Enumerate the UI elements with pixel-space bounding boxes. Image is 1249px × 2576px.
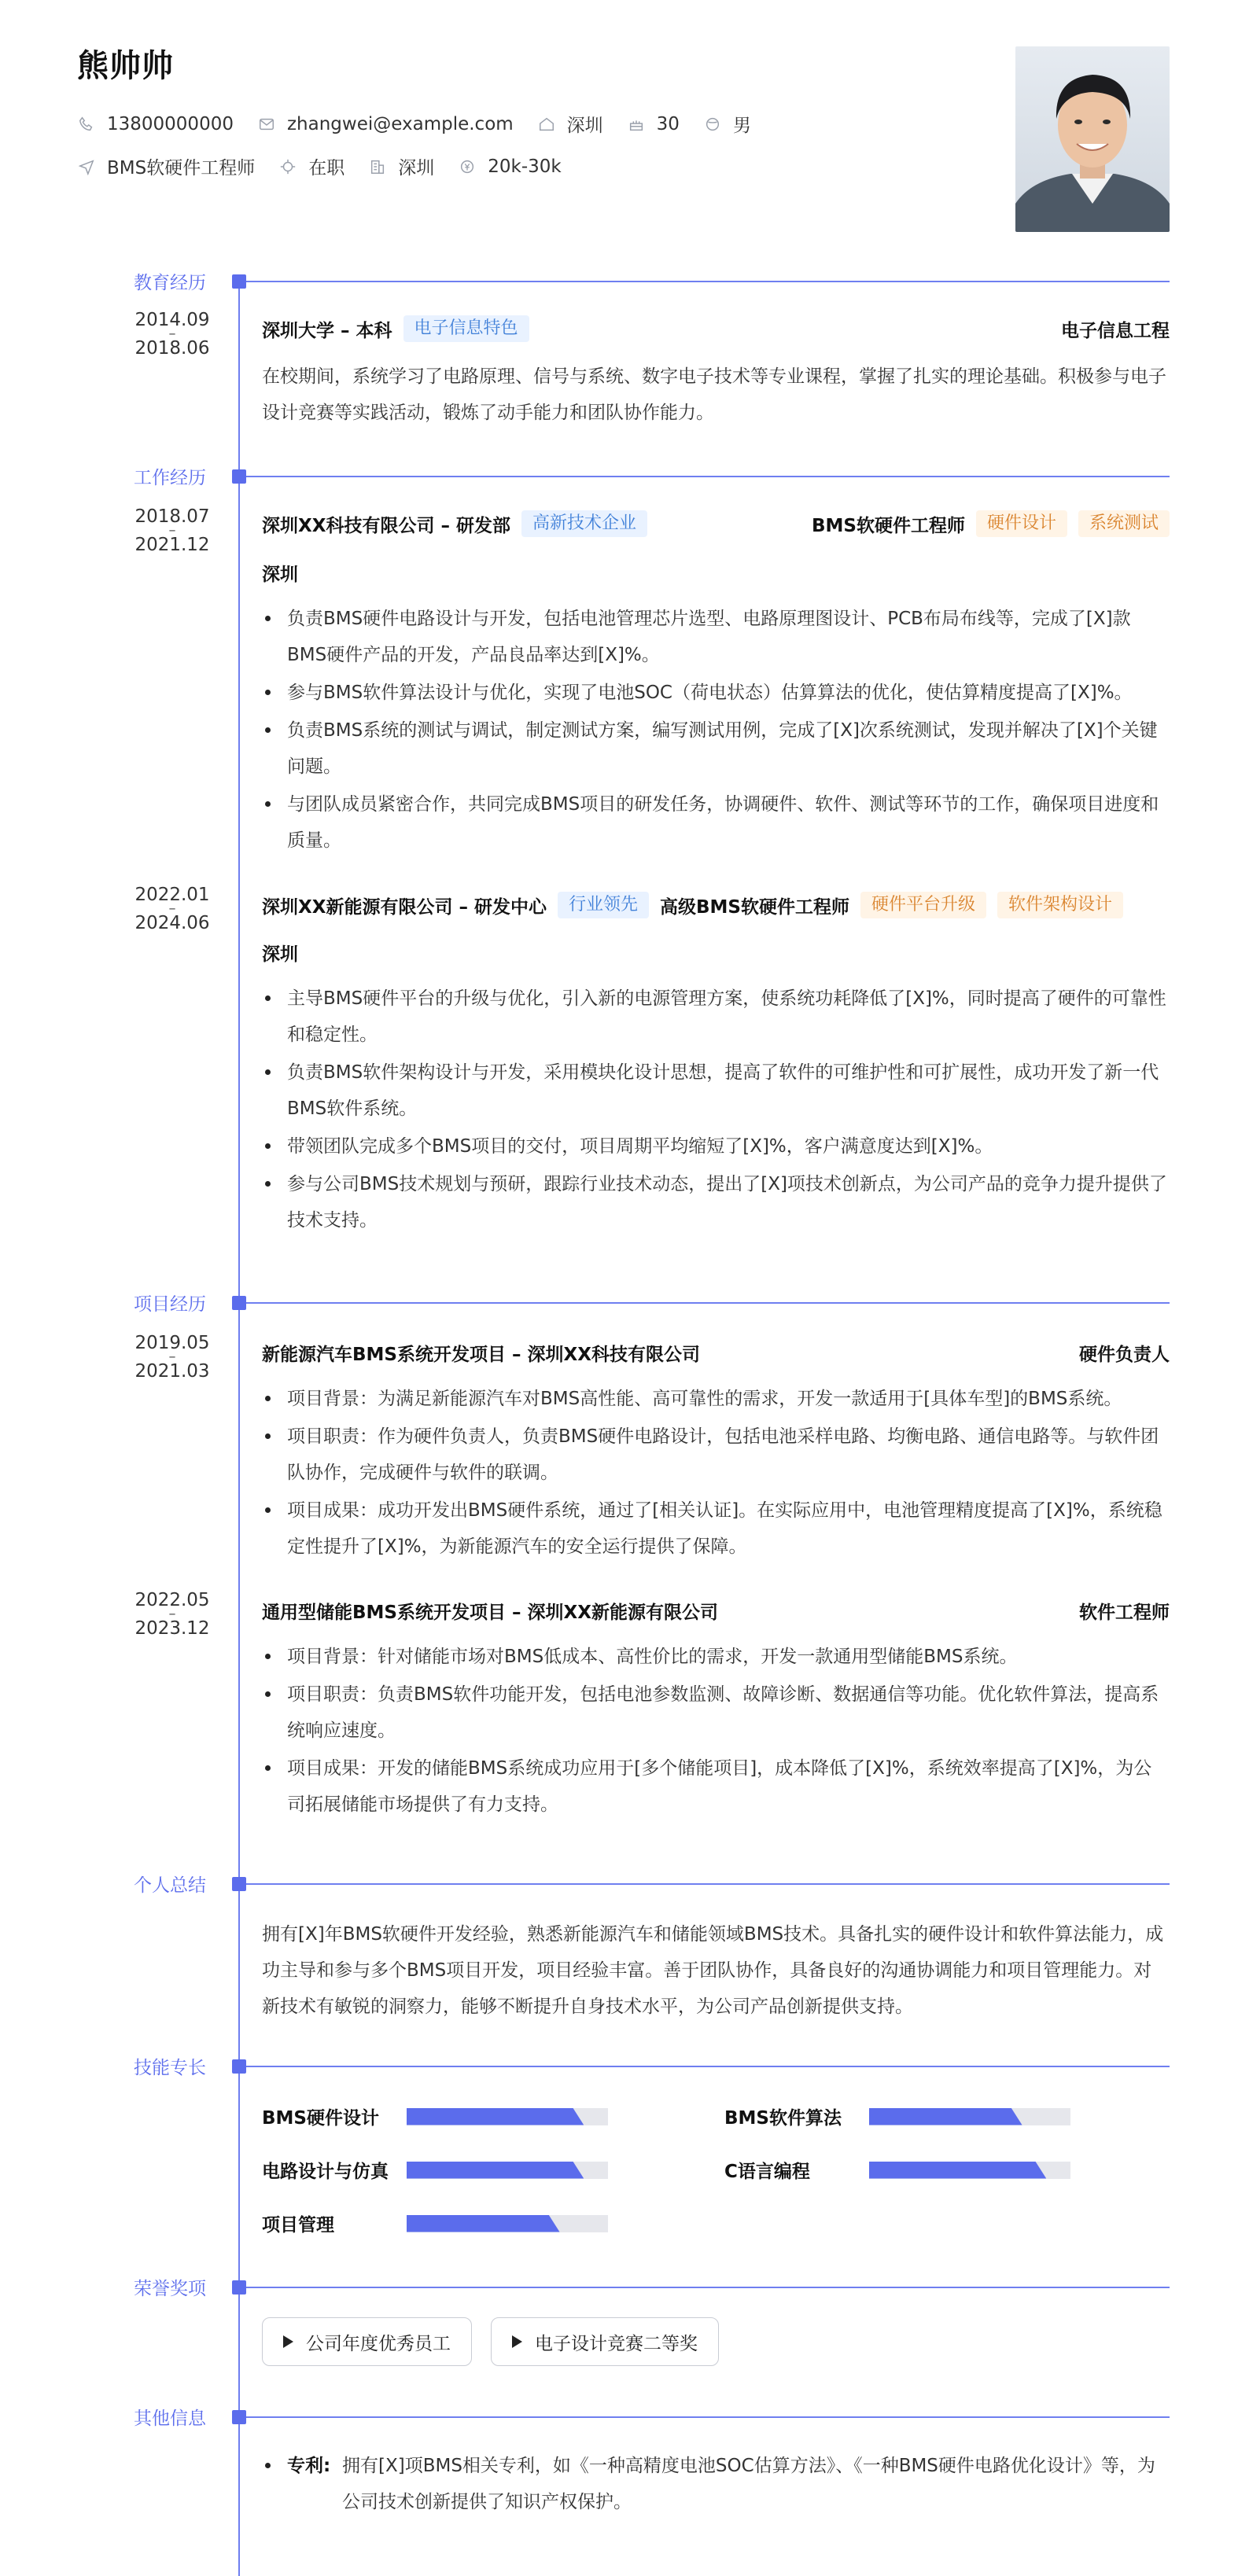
phone-text: 13800000000 xyxy=(107,113,234,134)
work-date xyxy=(127,508,218,554)
bullet-dot xyxy=(265,2463,271,2468)
honor-badge xyxy=(491,2317,719,2366)
section-marker xyxy=(232,2280,246,2294)
play-icon xyxy=(283,2335,293,2348)
list-item: 主导BMS硬件平台的升级与优化，引入新的电源管理方案，使系统功耗降低了[X]%，同时提高了硬件的可靠性和稳定性。 xyxy=(262,981,1170,1053)
section-marker xyxy=(232,2059,246,2074)
role-tag: 系统测试 xyxy=(1078,510,1170,537)
home-icon xyxy=(537,115,556,134)
skill-name: BMS软件算法 xyxy=(724,2108,842,2129)
skill-item xyxy=(262,2210,608,2236)
section-divider xyxy=(246,281,1170,282)
project-role: 硬件负责人 xyxy=(1079,1345,1170,1365)
status-text: 在职 xyxy=(308,158,345,178)
salary-item xyxy=(458,156,561,177)
city-text: 深圳 xyxy=(566,116,603,136)
date-dash: – xyxy=(168,326,176,342)
section-marker xyxy=(232,2410,246,2424)
gender-text: 男 xyxy=(732,116,751,136)
school-name: 深圳大学 – 本科 xyxy=(262,320,392,341)
list-item: 项目成果：开发的储能BMS系统成功应用于[多个储能项目]，成本降低了[X]%，系统效率提高了[X]%，为公司拓展储能市场提供了有力支持。 xyxy=(262,1750,1170,1823)
edu-header xyxy=(262,315,1170,342)
list-item: 项目背景：为满足新能源汽车对BMS高性能、高可靠性的需求，开发一款适用于[具体车型]的BMS系统。 xyxy=(262,1381,1170,1417)
job-item xyxy=(77,153,255,179)
section-divider xyxy=(246,476,1170,477)
section-marker xyxy=(232,469,246,484)
contact-row xyxy=(77,111,775,137)
money-icon xyxy=(458,157,477,176)
date-end: 2021.12 xyxy=(134,535,210,555)
project-date xyxy=(127,1592,218,1637)
cake-icon xyxy=(627,115,646,134)
project-date xyxy=(127,1334,218,1380)
date-dash: – xyxy=(168,900,176,917)
phone-item xyxy=(77,114,234,134)
section-title-summary: 个人总结 xyxy=(134,1875,206,1896)
skill-name: C语言编程 xyxy=(724,2162,810,2182)
date-end: 2024.06 xyxy=(134,913,210,933)
gender-icon xyxy=(703,115,722,134)
school-tag: 电子信息特色 xyxy=(403,315,529,342)
play-icon xyxy=(512,2335,522,2348)
email-text: zhangwei@example.com xyxy=(286,113,514,134)
skill-name: 项目管理 xyxy=(262,2215,334,2236)
list-item: 与团队成员紧密合作，共同完成BMS项目的研发任务，协调硬件、软件、测试等环节的工作，确保项目进度和质量。 xyxy=(262,786,1170,859)
skill-name: 电路设计与仿真 xyxy=(262,2162,389,2182)
date-start: 2022.01 xyxy=(134,885,210,905)
job-role: BMS软硬件工程师 xyxy=(811,515,965,536)
date-start: 2022.05 xyxy=(134,1590,210,1610)
profile-photo xyxy=(1015,46,1170,232)
role-tag: 软件架构设计 xyxy=(997,892,1123,918)
major: 电子信息工程 xyxy=(1061,320,1170,341)
list-item: 参与BMS软件算法设计与优化，实现了电池SOC（荷电状态）估算算法的优化，使估算精度提高了[X]%。 xyxy=(262,675,1170,711)
section-title-honors: 荣誉奖项 xyxy=(134,2279,206,2299)
section-title-work: 工作经历 xyxy=(134,468,206,488)
list-item: 项目职责：负责BMS软件功能开发，包括电池参数监测、故障诊断、数据通信等功能。优化软件算法，提高系统响应速度。 xyxy=(262,1676,1170,1749)
city-item xyxy=(537,111,603,137)
edu-description: 在校期间，系统学习了电路原理、信号与系统、数字电子技术等专业课程，掌握了扎实的理论基础。积极参与电子设计竞赛等实践活动，锻炼了动手能力和团队协作能力。 xyxy=(262,366,1166,423)
phone-icon xyxy=(77,115,96,134)
company-tag: 高新技术企业 xyxy=(521,510,647,537)
skill-bar xyxy=(407,2215,608,2232)
skill-fill xyxy=(407,2215,560,2232)
honor-badge xyxy=(262,2317,472,2366)
date-end: 2023.12 xyxy=(134,1618,210,1639)
section-divider xyxy=(246,2416,1170,2418)
skill-bar xyxy=(869,2162,1070,2179)
other-text: 拥有[X]项BMS相关专利，如《一种高精度电池SOC估算方法》、《一种BMS硬件电路优化设计》等，为公司技术创新提供了知识产权保护。 xyxy=(342,2456,1155,2512)
section-divider xyxy=(246,2287,1170,2288)
date-end: 2021.03 xyxy=(134,1361,210,1382)
age-item xyxy=(627,114,680,134)
section-marker xyxy=(232,1877,246,1891)
section-marker xyxy=(232,274,246,289)
list-item: 参与公司BMS技术规划与预研，跟踪行业技术动态，提出了[X]项技术创新点，为公司产品的竞争力提升提供了技术支持。 xyxy=(262,1166,1170,1238)
building-icon xyxy=(368,157,387,176)
job-title-text: BMS软硬件工程师 xyxy=(107,158,256,178)
skill-bar xyxy=(869,2108,1070,2125)
skill-item xyxy=(262,2103,608,2129)
skill-bar xyxy=(407,2108,608,2125)
date-start: 2014.09 xyxy=(134,310,210,330)
salary-text: 20k-30k xyxy=(488,156,562,177)
project-bullets xyxy=(262,1639,1170,1824)
skill-bar xyxy=(407,2162,608,2179)
role-tag: 硬件设计 xyxy=(976,510,1067,537)
edu-date xyxy=(127,311,218,357)
list-item: 负责BMS硬件电路设计与开发，包括电池管理芯片选型、电路原理图设计、PCB布局布线等，完成了[X]款BMS硬件产品的开发，产品良品率达到[X]%。 xyxy=(262,601,1170,673)
gender-item xyxy=(703,111,751,137)
mail-icon xyxy=(257,115,276,134)
project-header xyxy=(262,1340,1170,1366)
section-divider xyxy=(246,1302,1170,1304)
list-item: 项目背景：针对储能市场对BMS低成本、高性价比的需求，开发一款通用型储能BMS系统。 xyxy=(262,1639,1170,1675)
work-bullets xyxy=(262,981,1170,1240)
date-dash: – xyxy=(168,522,176,539)
intention-row xyxy=(77,153,585,179)
date-start: 2018.07 xyxy=(134,506,210,527)
skill-fill xyxy=(407,2162,584,2179)
send-icon xyxy=(77,157,96,176)
section-title-skills: 技能专长 xyxy=(134,2058,206,2078)
status-icon xyxy=(278,157,297,176)
work-city: 深圳 xyxy=(262,944,298,965)
company-name: 深圳XX新能源有限公司 – 研发中心 xyxy=(262,896,547,918)
project-role: 软件工程师 xyxy=(1079,1603,1170,1623)
company-name: 深圳XX科技有限公司 – 研发部 xyxy=(262,515,510,536)
section-title-other: 其他信息 xyxy=(134,2409,206,2429)
status-item xyxy=(278,153,344,179)
company-tag: 行业领先 xyxy=(558,892,649,918)
skill-item xyxy=(724,2103,1070,2129)
list-item: 负责BMS软件架构设计与开发，采用模块化设计思想，提高了软件的可维护性和可扩展性，成功开发了新一代BMS软件系统。 xyxy=(262,1054,1170,1127)
work-header xyxy=(262,892,1170,918)
skill-fill xyxy=(407,2108,584,2125)
other-item xyxy=(262,2448,1170,2520)
role-tag: 硬件平台升级 xyxy=(860,892,986,918)
skill-item xyxy=(724,2157,1070,2183)
honor-text: 电子设计竞赛二等奖 xyxy=(535,2333,698,2354)
section-title-projects: 项目经历 xyxy=(134,1294,206,1315)
section-divider xyxy=(246,1883,1170,1885)
work-bullets xyxy=(262,601,1170,860)
list-item: 项目成果：成功开发出BMS硬件系统，通过了[相关认证]。在实际应用中，电池管理精度提高了[X]%，系统稳定性提升了[X]%，为新能源汽车的安全运行提供了保障。 xyxy=(262,1492,1170,1565)
date-dash: – xyxy=(168,1349,176,1365)
section-marker xyxy=(232,1296,246,1310)
section-divider xyxy=(246,2066,1170,2067)
honor-text: 公司年度优秀员工 xyxy=(306,2333,451,2354)
work-city: 深圳 xyxy=(262,565,298,585)
job-role: 高级BMS软硬件工程师 xyxy=(660,896,849,918)
project-header xyxy=(262,1598,1170,1624)
skill-fill xyxy=(869,2162,1046,2179)
list-item: 带领团队完成多个BMS项目的交付，项目周期平均缩短了[X]%，客户满意度达到[X]%。 xyxy=(262,1128,1170,1165)
other-label: 专利: xyxy=(287,2456,331,2476)
summary-text: 拥有[X]年BMS软硬件开发经验，熟悉新能源汽车和储能领域BMS技术。具备扎实的硬件设计和软件算法能力，成功主导和参与多个BMS项目开发，项目经验丰富。善于团队协作，具备良好的沟通协调能力和项目管理能力。对新技术有敏锐的洞察力，能够不断提升自身技术水平，为公司产品创新提供支持。 xyxy=(262,1924,1164,2017)
project-title: 通用型储能BMS系统开发项目 – 深圳XX新能源有限公司 xyxy=(262,1603,718,1623)
project-bullets xyxy=(262,1381,1170,1566)
skill-name: BMS硬件设计 xyxy=(262,2108,379,2129)
target-city-item xyxy=(368,153,434,179)
timeline-line xyxy=(238,275,240,2576)
date-start: 2019.05 xyxy=(134,1333,210,1353)
target-city-text: 深圳 xyxy=(398,158,435,178)
email-item xyxy=(257,114,514,134)
date-dash: – xyxy=(168,1606,176,1622)
candidate-name: 熊帅帅 xyxy=(77,48,174,84)
section-title-education: 教育经历 xyxy=(134,273,206,293)
skill-fill xyxy=(869,2108,1022,2125)
list-item: 项目职责：作为硬件负责人，负责BMS硬件电路设计，包括电池采样电路、均衡电路、通信电路等。与软件团队协作，完成硬件与软件的联调。 xyxy=(262,1419,1170,1491)
date-end: 2018.06 xyxy=(134,338,210,359)
project-title: 新能源汽车BMS系统开发项目 – 深圳XX科技有限公司 xyxy=(262,1345,700,1365)
list-item: 负责BMS系统的测试与调试，制定测试方案，编写测试用例，完成了[X]次系统测试，发现并解决了[X]个关键问题。 xyxy=(262,712,1170,785)
skill-item xyxy=(262,2157,608,2183)
work-date xyxy=(127,886,218,932)
age-text: 30 xyxy=(656,113,680,134)
work-header xyxy=(262,510,1170,537)
